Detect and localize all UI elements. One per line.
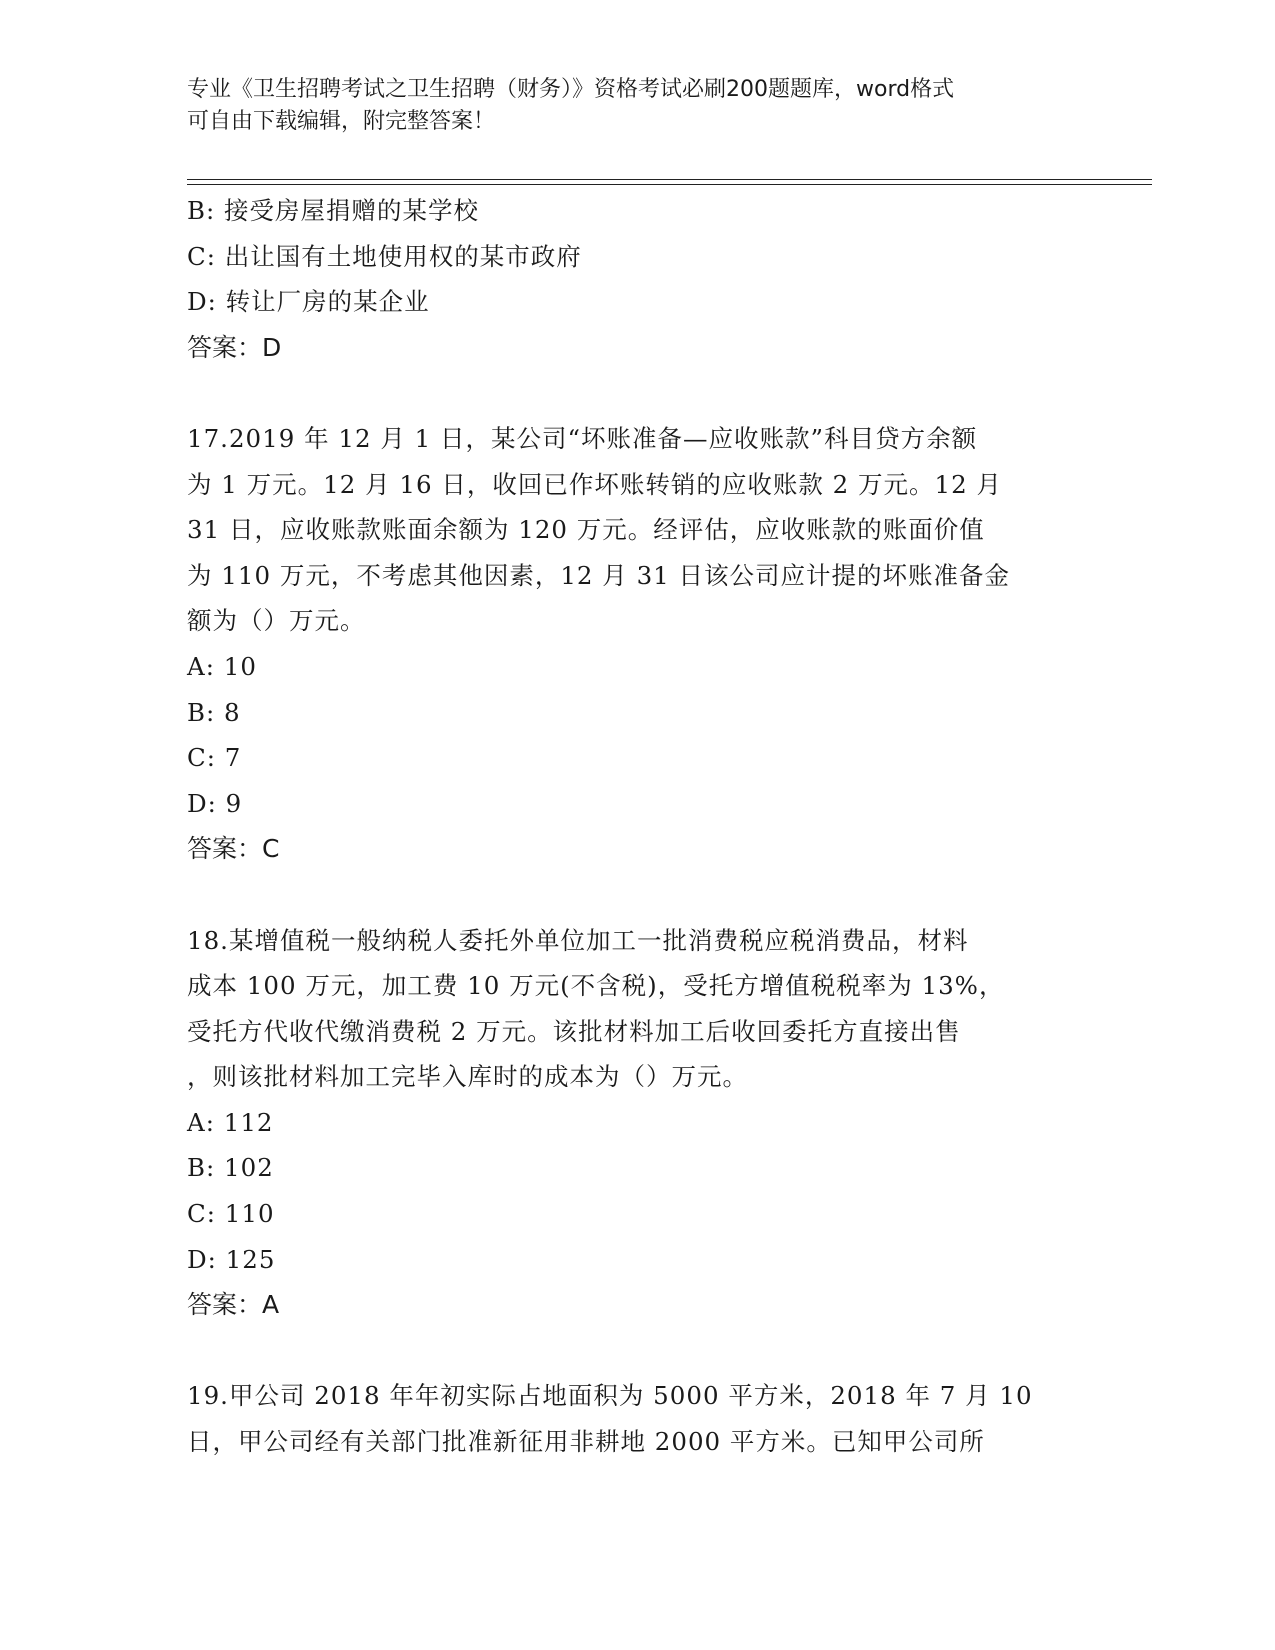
question-spacer — [187, 370, 1077, 416]
question-text-line: 31 日，应收账款账面余额为 120 万元。经评估，应收账款的账面价值 — [187, 515, 985, 545]
answer-line: 答案：D — [187, 332, 282, 362]
answer-line: 答案：C — [187, 834, 280, 864]
question-16 — [187, 188, 1077, 370]
option-d: D: 9 — [187, 788, 243, 818]
header-title-line-1: 专业《卫生招聘考试之卫生招聘（财务）》资格考试必刷200题题库，word格式 — [187, 77, 955, 102]
option-a: A: 112 — [187, 1107, 274, 1137]
header-divider-top — [187, 179, 1152, 180]
question-text-line: 为 110 万元，不考虑其他因素，12 月 31 日该公司应计提的坏账准备金 — [187, 560, 1011, 590]
question-19 — [187, 1373, 1077, 1464]
question-18 — [187, 918, 1077, 1328]
question-spacer — [187, 1328, 1077, 1374]
answer-line: 答案：A — [187, 1290, 280, 1320]
question-text-line: 19.甲公司 2018 年年初实际占地面积为 5000 平方米，2018 年 7 月 10 — [187, 1381, 1033, 1411]
question-text-line: 为 1 万元。12 月 16 日，收回已作坏账转销的应收账款 2 万元。12 月 — [187, 469, 1003, 499]
question-text-line: 受托方代收代缴消费税 2 万元。该批材料加工后收回委托方直接出售 — [187, 1016, 961, 1046]
question-17 — [187, 416, 1077, 872]
option-b: B: 8 — [187, 697, 241, 727]
question-text-line: 日，甲公司经有关部门批准新征用非耕地 2000 平方米。已知甲公司所 — [187, 1427, 985, 1457]
option-c: C: 出让国有土地使用权的某市政府 — [187, 241, 582, 271]
question-text-line: 成本 100 万元，加工费 10 万元(不含税)，受托方增值税税率为 13%， — [187, 971, 1005, 1001]
question-spacer — [187, 872, 1077, 918]
question-text-line: 额为（）万元。 — [187, 606, 366, 636]
option-d: D: 转让厂房的某企业 — [187, 287, 430, 317]
option-c: C: 110 — [187, 1199, 275, 1229]
document-body — [187, 188, 1077, 1465]
option-a: A: 10 — [187, 651, 257, 681]
option-b: B: 接受房屋捐赠的某学校 — [187, 196, 480, 225]
option-d: D: 125 — [187, 1244, 276, 1274]
option-b: B: 102 — [187, 1153, 274, 1183]
document-header — [187, 74, 1067, 138]
header-divider-bottom — [187, 184, 1152, 185]
header-title-line-2: 可自由下载编辑，附完整答案！ — [187, 109, 496, 134]
question-text-line: ，则该批材料加工完毕入库时的成本为（）万元。 — [187, 1062, 748, 1092]
option-c: C: 7 — [187, 743, 242, 773]
question-text-line: 17.2019 年 12 月 1 日，某公司“坏账准备—应收账款”科目贷方余额 — [187, 423, 978, 453]
question-text-line: 18.某增值税一般纳税人委托外单位加工一批消费税应税消费品，材料 — [187, 925, 969, 955]
